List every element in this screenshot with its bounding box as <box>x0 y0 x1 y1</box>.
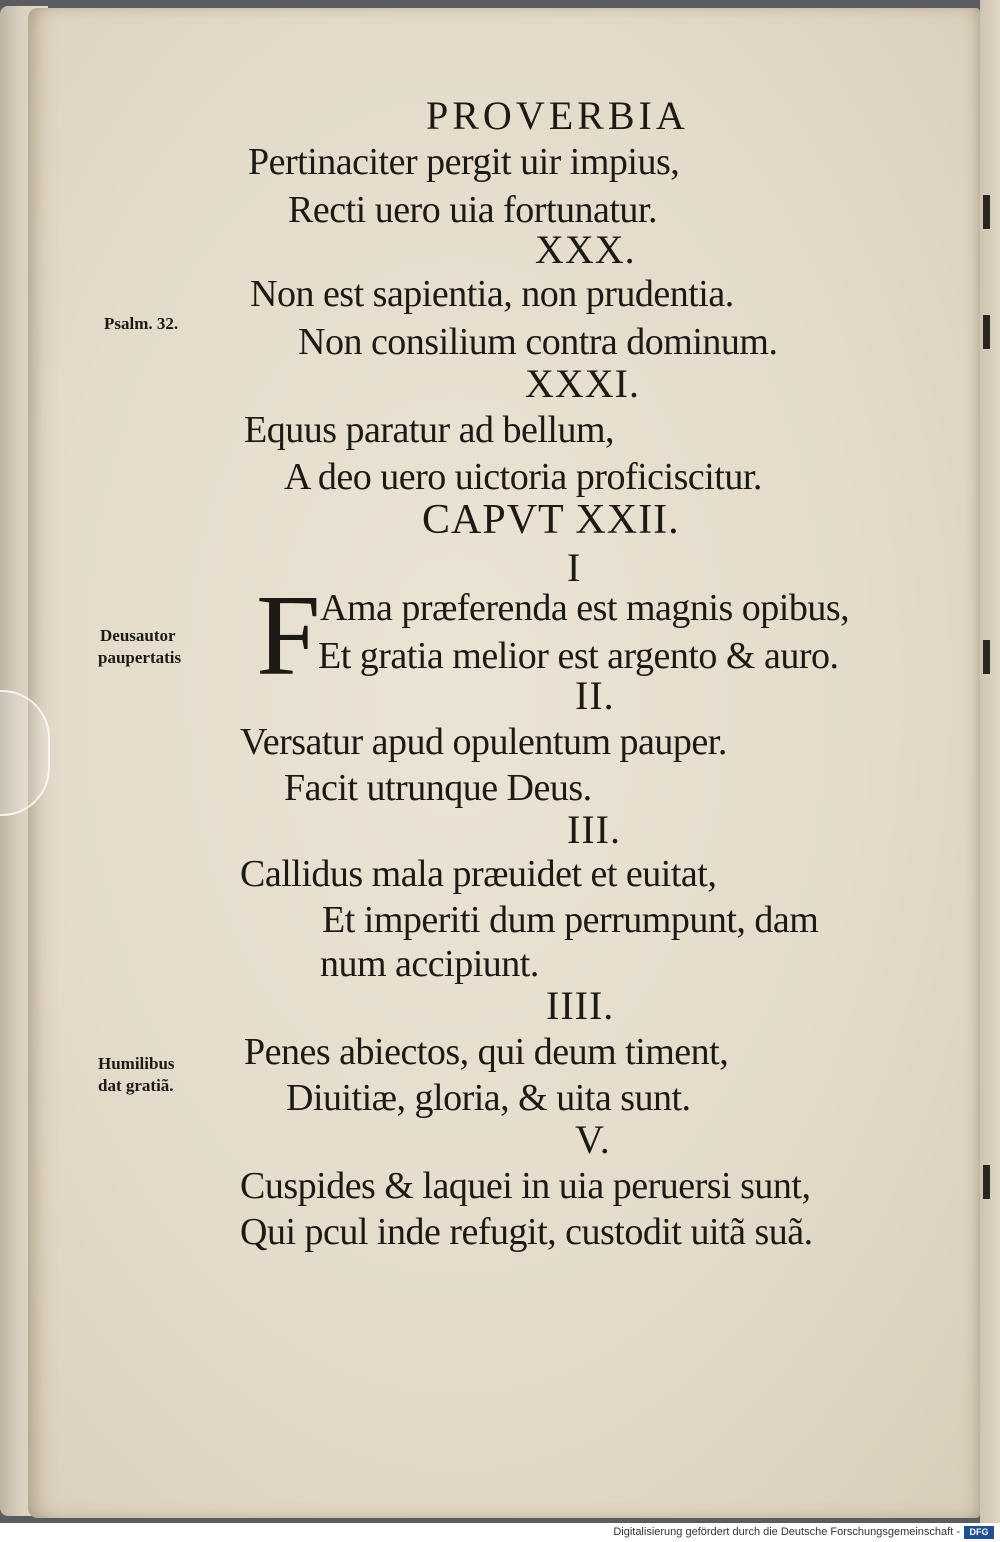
verse-line: Non est sapientia, non prudentia. <box>250 273 734 315</box>
verse-line: Penes abiectos, qui deum timent, <box>244 1031 729 1073</box>
marginal-note-line: paupertatis <box>98 648 182 667</box>
footer-bar <box>0 1523 1000 1542</box>
verse-line: Versatur apud opulentum pauper. <box>240 721 727 763</box>
verse-line: Ama præferenda est magnis opibus, <box>320 587 850 629</box>
verse-number: V. <box>575 1117 611 1162</box>
verse-line: A deo uero uictoria proficiscitur. <box>284 456 762 498</box>
verse-number: III. <box>567 807 621 852</box>
verse-number: IIII. <box>546 983 615 1028</box>
facing-page-edge <box>980 0 1000 1523</box>
facing-page-mark <box>983 1165 990 1199</box>
verse-number: II. <box>575 673 615 718</box>
facing-page-mark <box>983 640 990 674</box>
marginal-note-psalm: Psalm. 32. <box>104 314 179 333</box>
verse-line: Pertinaciter pergit uir impius, <box>248 141 680 183</box>
footer-credit: Digitalisierung gefördert durch die Deutsche Forschungsgemeinschaft - <box>613 1526 960 1538</box>
verse-line: Equus paratur ad bellum, <box>244 409 615 451</box>
verse-line: Non consilium contra dominum. <box>298 321 778 363</box>
chapter-heading: CAPVT XXII. <box>422 497 680 543</box>
verse-line: Facit utrunque Deus. <box>284 767 592 809</box>
marginal-note-line: Deusautor <box>100 626 176 645</box>
verse-line: Callidus mala præuidet et euitat, <box>240 853 717 895</box>
verse-number: XXX. <box>535 227 636 272</box>
verse-line: num accipiunt. <box>320 943 539 985</box>
verse-line: Diuitiæ, gloria, & uita sunt. <box>286 1077 691 1119</box>
running-title: PROVERBIA <box>426 93 689 138</box>
drop-cap-initial: F <box>256 572 321 700</box>
dfg-logo: DFG <box>964 1526 994 1539</box>
facing-page-mark <box>983 315 990 349</box>
marginal-note-line: Humilibus <box>98 1054 175 1073</box>
verse-line: Et imperiti dum perrumpunt, dam <box>322 899 819 941</box>
facing-page-mark <box>983 195 990 229</box>
verse-number: I <box>567 545 582 590</box>
verse-line: Qui pcul inde refugit, custodit uitã suã. <box>240 1211 813 1253</box>
marginal-note-line: dat gratiã. <box>98 1076 174 1095</box>
verse-line: Et gratia melior est argento & auro. <box>318 635 839 677</box>
verse-line: Cuspides & laquei in uia peruersi sunt, <box>240 1165 811 1207</box>
verse-line: Recti uero uia fortunatur. <box>288 189 657 231</box>
verse-number: XXXI. <box>525 361 640 406</box>
